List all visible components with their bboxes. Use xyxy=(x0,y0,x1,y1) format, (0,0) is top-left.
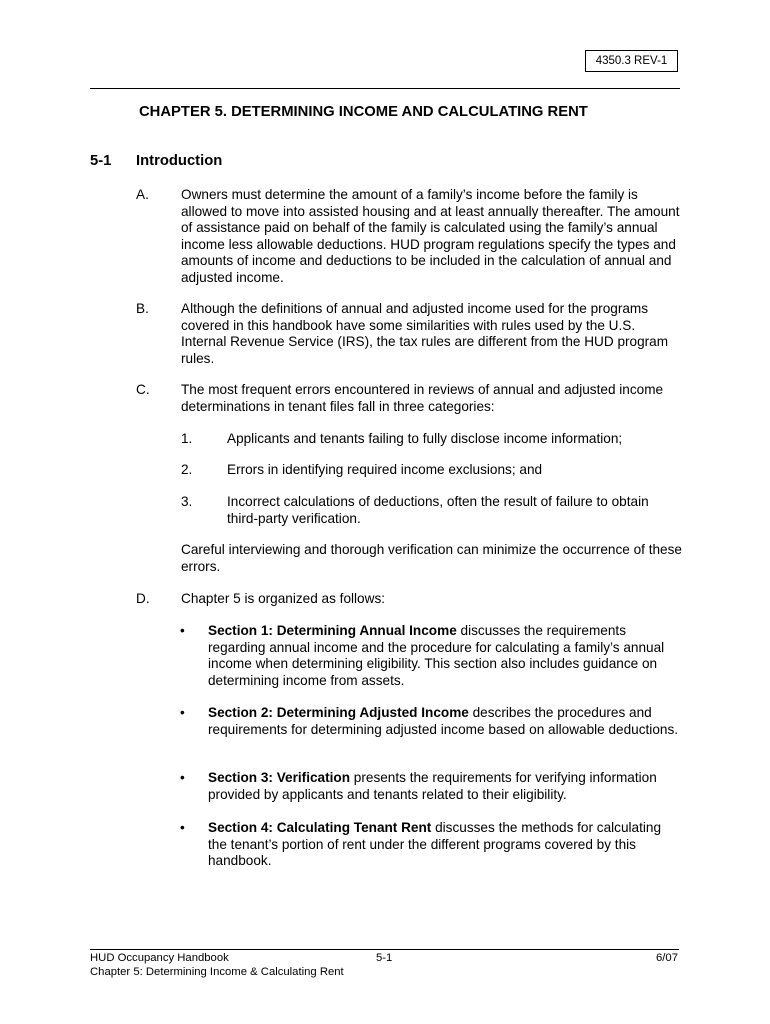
section-title: Introduction xyxy=(136,153,223,169)
bullet-text: discusses the requirements regarding annual income and the procedure for calculating a family’s annual income when determining eligibility. This section also includes guidance on determining income from assets. xyxy=(208,623,665,688)
footer-handbook: HUD Occupancy Handbook xyxy=(90,952,229,964)
bullet-item-section-4 xyxy=(208,820,683,870)
bullet-heading: Section 3: Verification xyxy=(208,770,351,785)
bullet-heading: Section 1: Determining Annual Income xyxy=(208,623,457,638)
error-item-number: 1. xyxy=(181,431,193,446)
paragraph-b-label: B. xyxy=(136,301,149,316)
footer-page-number: 5-1 xyxy=(376,952,393,964)
bullet-heading: Section 2: Determining Adjusted Income xyxy=(208,705,469,720)
bullet-text: describes the procedures and requirements for determining adjusted income based on allowable deductions. xyxy=(208,705,679,737)
paragraph-c-text: The most frequent errors encountered in reviews of annual and adjusted income determinations in tenant files fall in three categories: xyxy=(181,382,664,414)
bullet-item-section-3 xyxy=(208,770,683,803)
error-item-number: 2. xyxy=(181,462,193,477)
footer-date: 6/07 xyxy=(656,952,678,964)
header-rule xyxy=(90,88,680,89)
paragraph-a-label: A. xyxy=(136,187,149,202)
bullet-heading: Section 4: Calculating Tenant Rent xyxy=(208,820,432,835)
section-number: 5-1 xyxy=(90,153,112,169)
bullet-icon: • xyxy=(180,705,185,720)
bullet-item-section-2 xyxy=(208,705,683,738)
document-id-box: 4350.3 REV-1 xyxy=(585,50,678,72)
error-item-text: Incorrect calculations of deductions, often the result of failure to obtain third-party verification. xyxy=(227,494,649,526)
paragraph-c-label: C. xyxy=(136,382,150,397)
bullet-text: discusses the methods for calculating the tenant’s portion of rent under the different programs covered by this handbook. xyxy=(208,820,662,869)
paragraph-a-text: Owners must determine the amount of a family’s income before the family is allowed to move into assisted housing and at least annually thereafter. The amount of assistance paid on behalf of the family is calculated using the family’s annual income less allowable deductions. HUD program regulations specify the types and amounts of income and deductions to be included in the calculation of annual and adjusted income. xyxy=(181,187,680,285)
paragraph-d-text: Chapter 5 is organized as follows: xyxy=(181,591,386,606)
bullet-item-section-1 xyxy=(208,623,683,689)
bullet-text: presents the requirements for verifying information provided by applicants and tenants related to their eligibility. xyxy=(208,770,657,802)
bullet-icon: • xyxy=(180,820,185,835)
error-item-number: 3. xyxy=(181,494,193,509)
paragraph-d-label: D. xyxy=(136,591,150,606)
bullet-icon: • xyxy=(180,770,185,785)
paragraph-b-text: Although the definitions of annual and adjusted income used for the programs covered in this handbook have some similarities with rules used by the U.S. Internal Revenue Service (IRS), the tax rules are different from the HUD program rules. xyxy=(181,301,669,366)
chapter-title: CHAPTER 5. DETERMINING INCOME AND CALCULATING RENT xyxy=(139,104,588,120)
bullet-icon: • xyxy=(180,623,185,638)
error-item-text: Errors in identifying required income exclusions; and xyxy=(227,462,543,477)
error-item-text: Applicants and tenants failing to fully disclose income information; xyxy=(227,431,623,446)
footer-rule xyxy=(90,949,679,950)
careful-note: Careful interviewing and thorough verification can minimize the occurrence of these errors. xyxy=(181,542,682,574)
footer-chapter: Chapter 5: Determining Income & Calculating Rent xyxy=(90,966,344,978)
